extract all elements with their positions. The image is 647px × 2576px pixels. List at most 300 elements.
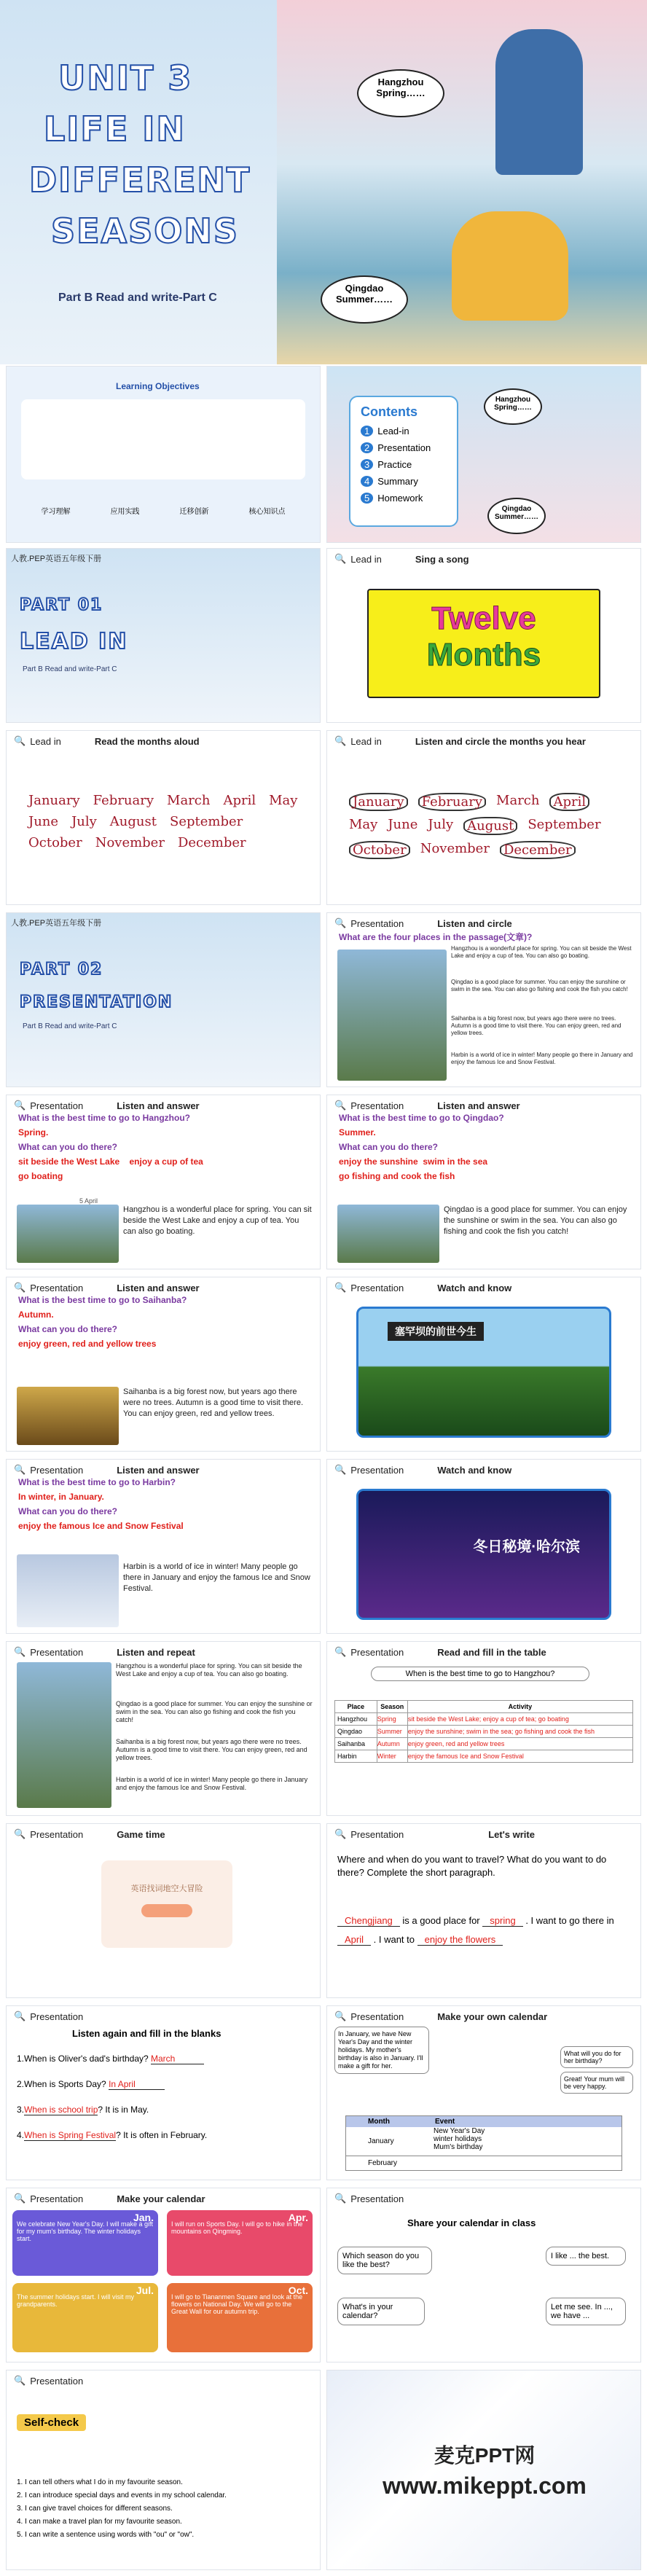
unit-title-3: DIFFERENT [29, 160, 251, 200]
contents-card [349, 396, 458, 527]
calendar-row [346, 2127, 621, 2156]
obj-label: 迁移创新 [179, 508, 209, 516]
video-frame[interactable] [356, 1489, 611, 1620]
passage-2: Qingdao is a good place for summer. You can enjoy the sunshine or swim in the sea. You can also go fishing and cook the fish you catch! [116, 1700, 313, 1723]
months-grid [349, 793, 619, 859]
slide-objectives [6, 366, 321, 543]
magnifier-icon: 🔍 [14, 1646, 26, 1657]
contents-item-label: Summary [377, 476, 418, 487]
section-label: Lead in [350, 553, 382, 565]
slide-qingdao-answer [326, 1095, 641, 1269]
contents-item-label: Practice [377, 459, 412, 470]
section-label: Presentation [350, 917, 404, 929]
task-label: Sing a song [415, 553, 469, 565]
text-segment: . I want to [373, 1934, 415, 1945]
hangzhou-image [17, 1205, 119, 1263]
slide-header [334, 1828, 535, 1840]
slide-header [334, 553, 469, 565]
magnifier-icon: 🔍 [334, 917, 347, 928]
contents-item-label: Presentation [377, 442, 431, 453]
month-word-circled[interactable]: January [349, 793, 408, 811]
answer-2: enjoy the famous Ice and Snow Festival [18, 1521, 184, 1531]
section-label: Presentation [30, 1100, 84, 1111]
task-label: Game time [117, 1828, 165, 1840]
slide-saihanba-video [326, 1277, 641, 1452]
text-segment: . I want to go there in [525, 1915, 614, 1926]
calendar-card [12, 2210, 158, 2276]
month-word[interactable]: September [528, 817, 601, 832]
col-header: Event [435, 2118, 455, 2126]
slide-harbin-answer [6, 1459, 321, 1634]
section-label: Presentation [30, 2011, 84, 2022]
slide-header [334, 2193, 404, 2204]
magnifier-icon: 🔍 [334, 1282, 347, 1293]
slide-months-circle [326, 730, 641, 905]
check-list [17, 2476, 227, 2542]
magnifier-icon: 🔍 [334, 2193, 347, 2204]
section-label: Presentation [350, 1100, 404, 1111]
magnifier-icon: 🔍 [334, 553, 347, 564]
magnifier-icon: 🔍 [14, 735, 26, 746]
month-cell: February [368, 2159, 398, 2167]
section-label: Presentation [350, 1828, 404, 1840]
slide-header [14, 735, 200, 747]
cell: Summer [377, 1726, 407, 1738]
answer-2: sit beside the West Lake enjoy a cup of tea [18, 1156, 203, 1167]
section-label: Lead in [350, 735, 382, 747]
slide-months-read [6, 730, 321, 905]
video-frame[interactable] [356, 1307, 611, 1438]
table-row [335, 1726, 633, 1738]
passage-2: Qingdao is a good place for summer. You can enjoy the sunshine or swim in the sea. You can also go fishing and cook the fish you catch! [451, 979, 633, 993]
task-label: Listen and answer [437, 1100, 520, 1111]
slide-game [6, 1823, 321, 1998]
slide-header [14, 1100, 200, 1111]
magnifier-icon: 🔍 [14, 1464, 26, 1475]
col-header: Place [335, 1701, 377, 1713]
section-label: Presentation [350, 1282, 404, 1293]
slide-header [334, 1100, 520, 1111]
part-number: PART 01 [20, 596, 103, 614]
question-text: What are the four places in the passage(文章)? [339, 932, 533, 942]
magnifier-icon: 🔍 [14, 2375, 26, 2386]
line-text: 4. [17, 2130, 25, 2140]
date-label: 5 April [79, 1197, 98, 1205]
cell: enjoy the famous Ice and Snow Festival [407, 1750, 632, 1763]
unit-title-2: LIFE IN [44, 109, 186, 149]
magnifier-icon: 🔍 [14, 2011, 26, 2021]
calendar-card [167, 2210, 313, 2276]
line-answer[interactable]: When is Spring Festival [24, 2130, 117, 2140]
game-title: 英语找词地空大冒险 [130, 1884, 203, 1893]
slide-fill-table [326, 1641, 641, 1816]
month-word: December [177, 835, 246, 850]
slide-part1 [6, 548, 321, 723]
check-item[interactable]: 2. I can introduce special days and events in my school calendar. [17, 2491, 227, 2499]
question-2: What can you do there? [18, 1142, 118, 1152]
slide-header [14, 2011, 83, 2022]
line-answer[interactable]: When is school trip [24, 2105, 98, 2115]
task-label: Listen and answer [117, 1282, 200, 1293]
part-name: LEAD IN [20, 629, 128, 654]
qingdao-image [337, 1205, 439, 1263]
contents-item-label: Lead-in [377, 426, 409, 436]
num-2-icon: 2 [361, 442, 373, 453]
contents-title: Contents [361, 404, 417, 419]
event-cell [434, 2127, 485, 2156]
months-grid [28, 793, 298, 850]
speech-bubble: Which season do you like the best? [337, 2247, 432, 2274]
slide-header [334, 735, 586, 747]
cell: enjoy the sunshine; swim in the sea; go fishing and cook the fish [407, 1726, 632, 1738]
calendar-card [12, 2283, 158, 2352]
col-header: Month [368, 2118, 390, 2126]
card-text: We celebrate New Year's Day. I will make a gift for my mum's birthday. The winter holidays start. [17, 2220, 153, 2242]
line-text: 1.When is Oliver's dad's birthday? [17, 2054, 149, 2064]
table-row [335, 1738, 633, 1750]
question-2: What can you do there? [18, 1324, 118, 1334]
publisher-label: 人教.PEP英语五年级下册 [11, 555, 102, 563]
slide-header [14, 2375, 83, 2387]
slide-contents [326, 366, 641, 543]
contents-item-label: Homework [377, 493, 423, 504]
section-label: Presentation [30, 2193, 84, 2204]
slide-title: Listen again and fill in the blanks [72, 2028, 221, 2039]
check-item[interactable]: 3. I can give travel choices for different seasons. [17, 2505, 173, 2513]
blank-line [17, 2105, 149, 2115]
passage-3: Saihanba is a big forest now, but years ago there were no trees. Autumn is a good time to visit there. You can enjoy green, red and yellow trees. [116, 1738, 313, 1762]
cell: Harbin [335, 1750, 377, 1763]
speech-bubble: In January, we have New Year's Day and the winter holidays. My mother's birthday is also in January. I'll make a gift for her. [334, 2027, 429, 2074]
month-word: August [109, 814, 157, 829]
objectives-box [21, 399, 305, 479]
part-number: PART 02 [20, 960, 103, 979]
month-word: September [169, 814, 243, 829]
month-word[interactable]: May [349, 817, 378, 832]
speech-bubble: Let me see. In ..., we have ... [546, 2298, 626, 2325]
table-row [335, 1713, 633, 1726]
task-label: Let's write [488, 1828, 535, 1840]
answer-1: Summer. [339, 1127, 376, 1138]
month-word-circled[interactable]: October [349, 841, 410, 859]
task-label: Listen and answer [117, 1100, 200, 1111]
card-text: I will run on Sports Day. I will go to hike in the mountains on Qingming. [171, 2220, 303, 2235]
slide-lets-write [326, 1823, 641, 1998]
part-subtitle: Part B Read and write-Part C [23, 665, 117, 673]
paragraph [337, 1911, 632, 1949]
slide-cover [0, 0, 647, 364]
answer-1: Spring. [18, 1127, 49, 1138]
table-row [335, 1750, 633, 1763]
task-label: Listen and repeat [117, 1646, 195, 1658]
slide-share-calendar [326, 2188, 641, 2362]
answer-1: In winter, in January. [18, 1492, 104, 1502]
song-card[interactable] [367, 589, 600, 698]
month-word: March [167, 793, 211, 808]
slide-fill-blanks [6, 2005, 321, 2180]
saihanba-image [17, 1387, 119, 1445]
card-text: The summer holidays start. I will visit my grandparents. [17, 2293, 135, 2308]
self-check-title: Self-check [17, 2414, 86, 2431]
slide-header [14, 1464, 200, 1476]
section-label: Presentation [30, 1646, 84, 1658]
passage: Saihanba is a big forest now, but years ago there were no trees. Autumn is a good time to visit there. You can enjoy green, red and yellow trees. [123, 1387, 313, 1420]
magnifier-icon: 🔍 [334, 1828, 347, 1839]
slide-watermark [326, 2370, 641, 2570]
hangzhou-bubble: Hangzhou Spring…… [484, 388, 542, 425]
slide-make-calendar [6, 2188, 321, 2362]
passage: Harbin is a world of ice in winter! Many people go there in January and enjoy the famous Ice and Snow Festival. [123, 1562, 313, 1594]
event-item: winter holidays [434, 2135, 482, 2143]
passage-4: Harbin is a world of ice in winter! Many people go there in January and enjoy the famous Ice and Snow Festival. [451, 1052, 633, 1065]
col-header: Season [377, 1701, 407, 1713]
line-answer[interactable]: March [151, 2054, 204, 2064]
section-label: Presentation [30, 2375, 84, 2387]
passage-image [17, 1662, 111, 1808]
fill-activity[interactable]: enjoy the flowers [417, 1934, 503, 1946]
fill-table [334, 1700, 633, 1763]
unit-title-1: UNIT 3 [58, 58, 193, 98]
month-word-circled[interactable]: February [418, 793, 486, 811]
hangzhou-bubble: Hangzhou Spring…… [357, 69, 444, 117]
magnifier-icon: 🔍 [334, 735, 347, 746]
cell: Hangzhou [335, 1713, 377, 1726]
cover-subtitle: Part B Read and write-Part C [58, 291, 217, 304]
cell: Winter [377, 1750, 407, 1763]
cell: sit beside the West Lake; enjoy a cup of tea; go boating [407, 1713, 632, 1726]
cell: Autumn [377, 1738, 407, 1750]
contents-item[interactable] [361, 426, 447, 436]
calendar-header [346, 2116, 621, 2127]
publisher-label: 人教.PEP英语五年级下册 [11, 919, 102, 928]
month-cell: January [368, 2137, 394, 2145]
answer-2: enjoy green, red and yellow trees [18, 1339, 157, 1349]
start-button[interactable] [141, 1904, 192, 1917]
month-word: June [28, 814, 59, 829]
speech-bubble: I like ... the best. [546, 2247, 626, 2266]
question-1: What is the best time to go to Hangzhou? [18, 1113, 190, 1123]
obj-label: 核心知识点 [248, 508, 286, 516]
question-2: What can you do there? [339, 1142, 439, 1152]
task-label: Watch and know [437, 1464, 512, 1476]
answer-3: go fishing and cook the fish [339, 1171, 455, 1181]
slide-repeat [6, 1641, 321, 1816]
question-1: What is the best time to go to Saihanba? [18, 1295, 187, 1305]
contents-item[interactable] [361, 493, 447, 504]
num-5-icon: 5 [361, 493, 373, 504]
passage-1: Hangzhou is a wonderful place for spring. You can sit beside the West Lake and enjoy a cup of tea. You can also go boating. [116, 1662, 313, 1678]
answer-2: enjoy the sunshine swim in the sea [339, 1156, 488, 1167]
section-label: Presentation [350, 1646, 404, 1658]
unit-title-4: SEASONS [51, 211, 240, 251]
line-text: 2.When is Sports Day? [17, 2079, 106, 2089]
boy-crouching [452, 211, 568, 321]
brand-name: 麦克PPT网 [434, 2444, 536, 2467]
month-word-circled[interactable]: December [500, 841, 576, 859]
passage-3: Saihanba is a big forest now, but years ago there were no trees. Autumn is a good time to visit there. You can enjoy green, red and yellow trees. [451, 1015, 633, 1037]
task-label: Watch and know [437, 1282, 512, 1293]
month-word-circled[interactable]: April [549, 793, 589, 811]
check-item[interactable]: 5. I can write a sentence using words with "ou" or "ow". [17, 2531, 195, 2539]
task-label: Read the months aloud [94, 735, 200, 747]
instructions: Where and when do you want to travel? What do you want to do there? Complete the short paragraph. [337, 1854, 607, 1878]
month-word[interactable]: March [496, 793, 540, 808]
cell: Saihanba [335, 1738, 377, 1750]
slide-header [334, 1282, 511, 1293]
qingdao-bubble: Qingdao Summer…… [487, 498, 546, 534]
video-caption: 塞罕坝的前世今生 [388, 1322, 484, 1341]
card-text: I will go to Tiananmen Square and look at the flowers on National Day. We will go to the Great Wall for our autumn trip. [171, 2293, 303, 2315]
game-card[interactable] [101, 1860, 232, 1948]
slide-calendar-own [326, 2005, 641, 2180]
slide-harbin-video [326, 1459, 641, 1634]
section-label: Presentation [30, 1282, 84, 1293]
fill-season[interactable]: spring [482, 1915, 522, 1927]
cell: Spring [377, 1713, 407, 1726]
slide-header [334, 1464, 511, 1476]
magnifier-icon: 🔍 [14, 1828, 26, 1839]
cell: enjoy green, red and yellow trees [407, 1738, 632, 1750]
month-word: November [95, 835, 165, 850]
section-label: Presentation [30, 1828, 84, 1840]
task-label: Make your calendar [117, 2193, 205, 2204]
cell: Qingdao [335, 1726, 377, 1738]
month-word[interactable]: July [428, 817, 454, 832]
passage-image [337, 950, 447, 1081]
text-segment: is a good place for [402, 1915, 480, 1926]
month-word: May [269, 793, 298, 808]
brand-url[interactable]: www.mikeppt.com [383, 2473, 587, 2499]
line-tail: ? It is often in February. [116, 2130, 208, 2140]
task-label: Listen and answer [117, 1464, 200, 1476]
blank-line [17, 2054, 204, 2064]
slide-self-check [6, 2370, 321, 2570]
section-label: Lead in [30, 735, 61, 747]
speech-bubble: What will you do for her birthday? [560, 2046, 633, 2068]
video-caption: 冬日秘境·哈尔滨 [473, 1539, 580, 1555]
question-box: When is the best time to go to Hangzhou? [371, 1667, 589, 1681]
speech-bubble: Great! Your mum will be very happy. [560, 2072, 633, 2094]
col-header: Activity [407, 1701, 632, 1713]
calendar-row [346, 2156, 621, 2170]
contents-item[interactable] [361, 476, 447, 487]
month-word-circled[interactable]: August [463, 817, 517, 835]
line-tail: ? It is in May. [98, 2105, 149, 2115]
slide-header [334, 2011, 547, 2022]
fill-place[interactable]: Chengjiang [337, 1915, 400, 1927]
part-subtitle: Part B Read and write-Part C [23, 1022, 117, 1030]
slide-sing [326, 548, 641, 723]
magnifier-icon: 🔍 [14, 1100, 26, 1111]
num-1-icon: 1 [361, 426, 373, 436]
obj-label: 应用实践 [110, 508, 140, 516]
slide-listen-circle [326, 912, 641, 1087]
month-word: February [93, 793, 154, 808]
slide-saihanba-answer [6, 1277, 321, 1452]
magnifier-icon: 🔍 [14, 2193, 26, 2204]
section-label: Presentation [350, 2011, 404, 2022]
card-label: Apr. [288, 2212, 308, 2223]
slide-header [14, 1282, 200, 1293]
month-word[interactable]: November [420, 841, 490, 856]
month-word: October [28, 835, 82, 850]
magnifier-icon: 🔍 [334, 1646, 347, 1657]
month-word: January [28, 793, 80, 808]
section-label: Presentation [350, 2193, 404, 2204]
blank-line [17, 2130, 207, 2140]
passage-1: Hangzhou is a wonderful place for spring. You can sit beside the West Lake and enjoy a cup of tea. You can also go boating. [451, 945, 633, 960]
check-item[interactable]: 1. I can tell others what I do in my favourite season. [17, 2478, 183, 2486]
section-label: Presentation [350, 1464, 404, 1476]
magnifier-icon: 🔍 [334, 1464, 347, 1475]
slide-header [334, 1646, 546, 1658]
task-label: Listen and circle [437, 917, 512, 929]
num-4-icon: 4 [361, 476, 373, 487]
magnifier-icon: 🔍 [334, 2011, 347, 2021]
month-word: April [223, 793, 256, 808]
question-2: What can you do there? [18, 1506, 118, 1516]
passage: Qingdao is a good place for summer. You can enjoy the sunshine or swim in the sea. You can also go fishing and cook the fish you catch! [444, 1205, 633, 1237]
slide-part2 [6, 912, 321, 1087]
month-word[interactable]: June [388, 817, 418, 832]
slide-header [334, 917, 512, 929]
obj-label: 学习理解 [41, 508, 71, 516]
blank-line [17, 2079, 165, 2089]
passage: Hangzhou is a wonderful place for spring. You can sit beside the West Lake and enjoy a cup of tea. You can also go boating. [123, 1205, 312, 1236]
question-1: What is the best time to go to Harbin? [18, 1477, 176, 1487]
magnifier-icon: 🔍 [334, 1100, 347, 1111]
slide-title: Share your calendar in class [407, 2217, 536, 2228]
boy-sitting [495, 29, 583, 175]
question-1: What is the best time to go to Qingdao? [339, 1113, 504, 1123]
task-label: Make your own calendar [437, 2011, 548, 2022]
card-label: Jul. [136, 2285, 154, 2296]
event-item: New Year's Day [434, 2127, 485, 2135]
slide-hangzhou-answer [6, 1095, 321, 1269]
speech-bubble: What's in your calendar? [337, 2298, 425, 2325]
slide-header [14, 1828, 165, 1840]
slide-header [14, 1646, 195, 1658]
passage-4: Harbin is a world of ice in winter! Many people go there in January and enjoy the famous Ice and Snow Festival. [116, 1776, 313, 1792]
calendar-card [167, 2283, 313, 2352]
check-item[interactable]: 4. I can make a travel plan for my favourite season. [17, 2518, 182, 2526]
contents-item[interactable] [361, 459, 447, 470]
song-word-2: Months [426, 637, 541, 673]
harbin-image [17, 1554, 119, 1627]
fill-month[interactable]: April [337, 1934, 371, 1946]
card-label: Oct. [288, 2285, 308, 2296]
section-label: Presentation [30, 1464, 84, 1476]
answer-1: Autumn. [18, 1309, 54, 1320]
song-word-1: Twelve [431, 600, 536, 636]
part-name: PRESENTATION [20, 993, 173, 1011]
contents-item[interactable] [361, 442, 447, 453]
card-label: Jan. [133, 2212, 154, 2223]
calendar-table [345, 2115, 622, 2171]
slide-header [14, 2193, 205, 2204]
objectives-labels [21, 505, 305, 516]
qingdao-bubble: Qingdao Summer…… [321, 275, 408, 324]
task-label: Listen and circle the months you hear [415, 735, 586, 747]
event-item: Mum's birthday [434, 2143, 483, 2151]
objectives-title: Learning Objectives [116, 381, 200, 391]
num-3-icon: 3 [361, 459, 373, 470]
month-word: July [71, 814, 97, 829]
line-answer[interactable]: In April [109, 2079, 165, 2090]
line-text: 3. [17, 2105, 25, 2115]
magnifier-icon: 🔍 [14, 1282, 26, 1293]
task-label: Read and fill in the table [437, 1646, 546, 1658]
